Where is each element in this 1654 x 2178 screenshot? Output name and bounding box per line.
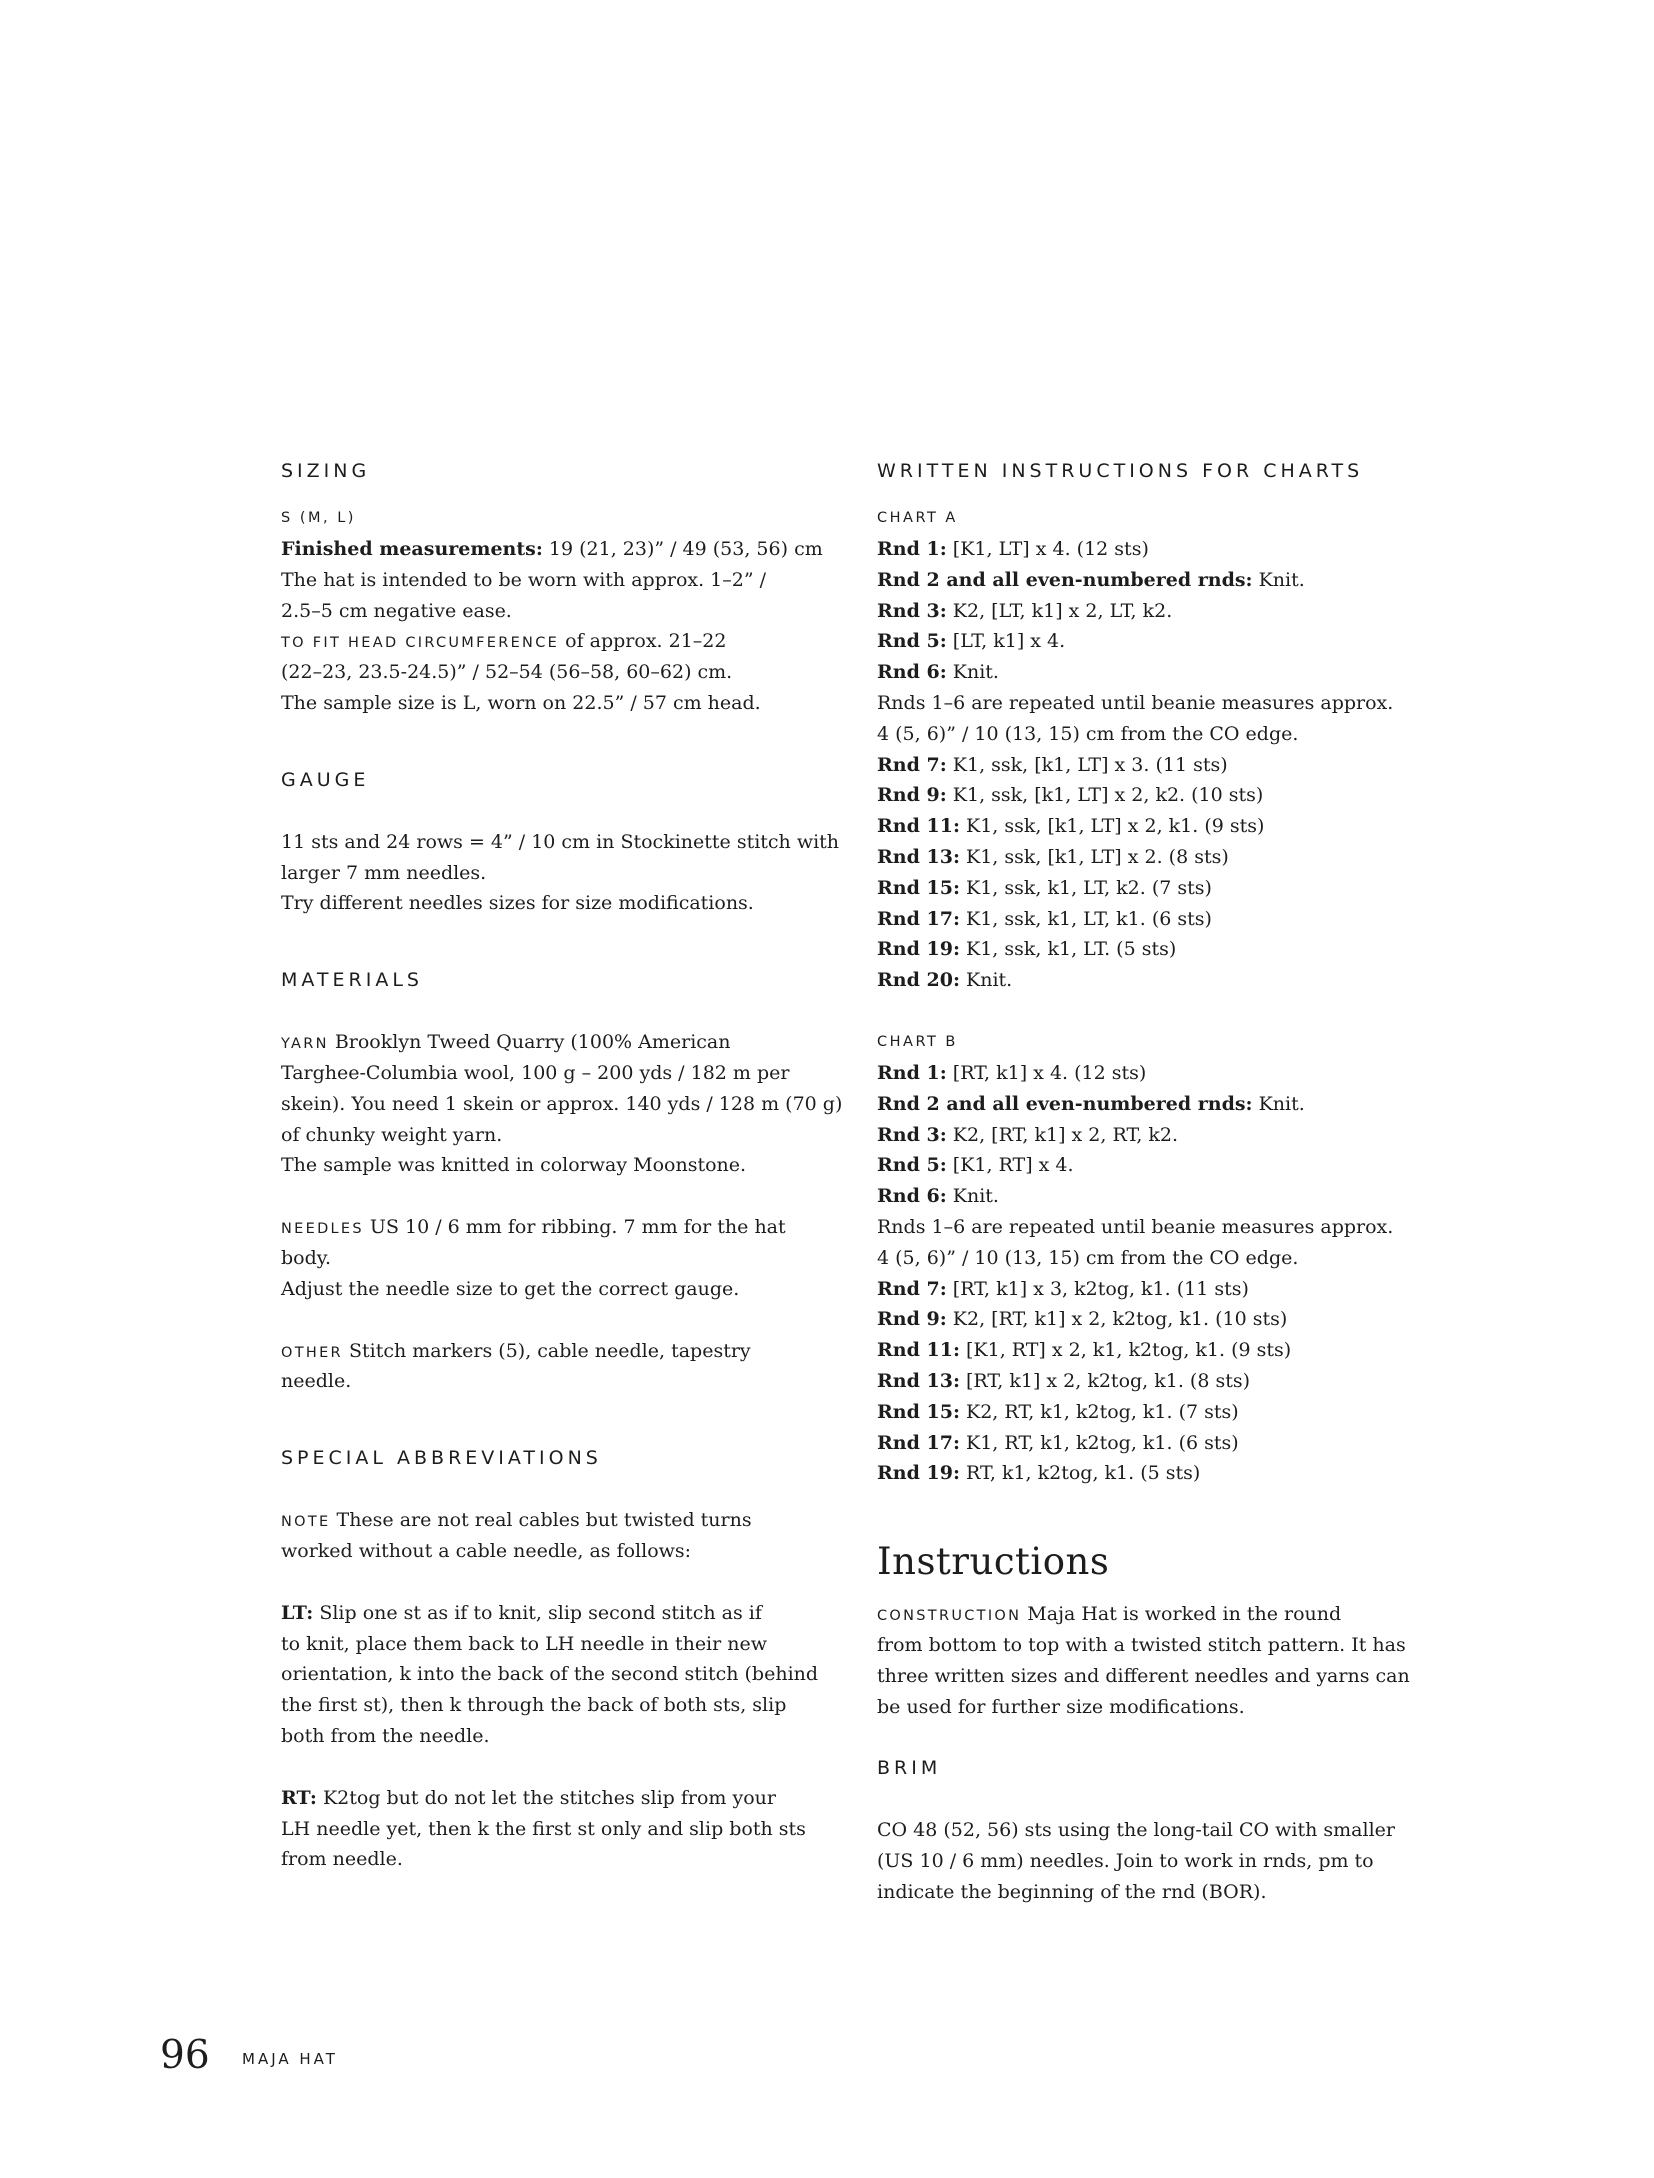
materials-heading: MATERIALS bbox=[281, 969, 423, 992]
note-text: These are not real cables but twisted turns bbox=[330, 1509, 752, 1532]
page-number: 96 bbox=[160, 2033, 210, 2078]
row-label: Rnd 5: bbox=[877, 1154, 947, 1177]
gauge-line-3: Try different needles sizes for size modifications. bbox=[281, 892, 754, 915]
chart-a-row bbox=[877, 873, 1437, 904]
chart-b-row bbox=[877, 1304, 1437, 1335]
row-text: K1, ssk, [k1, LT] x 2, k2. (10 sts) bbox=[946, 784, 1264, 807]
lt-text: Slip one st as if to knit, slip second stitch as if bbox=[313, 1601, 762, 1624]
rt-label: RT: bbox=[281, 1786, 317, 1809]
chart-b-rows bbox=[877, 1058, 1437, 1489]
chart-a-row bbox=[877, 750, 1437, 781]
construction-line-4: be used for further size modifications. bbox=[877, 1695, 1245, 1718]
row-text: K1, ssk, k1, LT, k2. (7 sts) bbox=[959, 876, 1212, 899]
chart-b-row bbox=[877, 1243, 1437, 1274]
row-label: Rnd 17: bbox=[877, 907, 960, 930]
chart-b-row bbox=[877, 1335, 1437, 1366]
chart-a-row bbox=[877, 596, 1437, 627]
gauge-line-2: larger 7 mm needles. bbox=[281, 861, 487, 884]
row-label: Rnd 7: bbox=[877, 753, 947, 776]
chart-a-row bbox=[877, 842, 1437, 873]
lt-line-5: both from the needle. bbox=[281, 1724, 490, 1747]
row-label: Rnd 19: bbox=[877, 938, 960, 961]
chart-b-row bbox=[877, 1274, 1437, 1305]
yarn-line-5: The sample was knitted in colorway Moonstone. bbox=[281, 1154, 747, 1177]
chart-b-title: CHART B bbox=[877, 1033, 958, 1050]
row-text: [K1, LT] x 4. (12 sts) bbox=[946, 538, 1149, 560]
chart-b-row bbox=[877, 1089, 1437, 1120]
row-text: Rnds 1–6 are repeated until beanie measures approx. bbox=[877, 1215, 1394, 1238]
sample-size: The sample size is L, worn on 22.5” / 57 cm head. bbox=[281, 691, 761, 714]
chart-a-row bbox=[877, 565, 1437, 596]
rt-text: K2tog but do not let the stitches slip from your bbox=[316, 1786, 776, 1809]
row-text: RT, k1, k2tog, k1. (5 sts) bbox=[959, 1462, 1201, 1485]
chart-a-row bbox=[877, 934, 1437, 965]
row-text: K1, ssk, [k1, LT] x 2. (8 sts) bbox=[959, 845, 1229, 868]
fit-label: TO FIT HEAD CIRCUMFERENCE bbox=[281, 635, 560, 652]
chart-a-row bbox=[877, 811, 1437, 842]
abbreviations-heading: SPECIAL ABBREVIATIONS bbox=[281, 1447, 602, 1470]
row-text: [RT, k1] x 2, k2tog, k1. (8 sts) bbox=[959, 1369, 1251, 1392]
row-label: Rnd 17: bbox=[877, 1431, 960, 1454]
sizing-heading: SIZING bbox=[281, 460, 371, 482]
row-text: K1, ssk, [k1, LT] x 3. (11 sts) bbox=[946, 753, 1228, 776]
row-label: Rnd 19: bbox=[877, 1462, 960, 1485]
left-column bbox=[281, 456, 841, 1875]
row-label: Rnd 15: bbox=[877, 876, 960, 899]
row-label: Rnd 20: bbox=[877, 969, 960, 992]
lt-line-1 bbox=[281, 1598, 841, 1629]
row-label: Rnd 7: bbox=[877, 1277, 947, 1300]
row-text: Knit. bbox=[946, 661, 999, 684]
row-label: Rnd 9: bbox=[877, 784, 947, 807]
row-label: Rnd 5: bbox=[877, 630, 947, 653]
row-label: Rnd 3: bbox=[877, 1123, 947, 1146]
row-label: Rnd 1: bbox=[877, 538, 947, 560]
row-text: K1, ssk, k1, LT. (5 sts) bbox=[959, 938, 1177, 961]
row-text: [RT, k1] x 3, k2tog, k1. (11 sts) bbox=[946, 1277, 1249, 1300]
written-instructions-heading: WRITTEN INSTRUCTIONS FOR CHARTS bbox=[877, 460, 1364, 482]
row-text: [K1, RT] x 4. bbox=[946, 1154, 1074, 1177]
right-column bbox=[877, 456, 1437, 1908]
yarn-label: YARN bbox=[281, 1036, 329, 1053]
row-text: 4 (5, 6)” / 10 (13, 15) cm from the CO edge. bbox=[877, 722, 1299, 745]
chart-a-row bbox=[877, 965, 1437, 996]
chart-b-row bbox=[877, 1458, 1437, 1489]
rt-line-2: LH needle yet, then k the first st only and slip both sts bbox=[281, 1817, 806, 1840]
row-label: Rnd 9: bbox=[877, 1308, 947, 1331]
chart-b-row bbox=[877, 1181, 1437, 1212]
yarn-line-4: of chunky weight yarn. bbox=[281, 1123, 503, 1146]
construction-text: Maja Hat is worked in the round bbox=[1021, 1603, 1342, 1626]
note-line-2: worked without a cable needle, as follows: bbox=[281, 1539, 692, 1562]
chart-b-row bbox=[877, 1212, 1437, 1243]
fit-line bbox=[281, 626, 841, 657]
chart-a-row bbox=[877, 719, 1437, 750]
row-text: [RT, k1] x 4. (12 sts) bbox=[946, 1061, 1147, 1084]
row-text: Knit. bbox=[1252, 1092, 1305, 1115]
chart-a-row bbox=[877, 534, 1437, 565]
yarn-line-3: skein). You need 1 skein or approx. 140 yds / 128 m (70 g) bbox=[281, 1092, 843, 1115]
brim-heading: BRIM bbox=[877, 1757, 942, 1780]
row-text: [K1, RT] x 2, k1, k2tog, k1. (9 sts) bbox=[959, 1339, 1292, 1362]
chart-a-row bbox=[877, 657, 1437, 688]
fit-line-2: (22–23, 23.5-24.5)” / 52–54 (56–58, 60–62) cm. bbox=[281, 661, 733, 684]
yarn-text: Brooklyn Tweed Quarry (100% American bbox=[328, 1031, 731, 1054]
row-text: Rnds 1–6 are repeated until beanie measures approx. bbox=[877, 691, 1394, 714]
needles-text: US 10 / 6 mm for ribbing. 7 mm for the hat bbox=[363, 1216, 786, 1239]
chart-b-row bbox=[877, 1366, 1437, 1397]
needles-line-1 bbox=[281, 1212, 841, 1243]
ease-line-2: 2.5–5 cm negative ease. bbox=[281, 599, 512, 622]
yarn-line-1 bbox=[281, 1027, 841, 1058]
lt-label: LT: bbox=[281, 1601, 314, 1624]
chart-b-row bbox=[877, 1428, 1437, 1459]
chart-b-row bbox=[877, 1058, 1437, 1089]
note-label: NOTE bbox=[281, 1514, 331, 1531]
chart-a-row bbox=[877, 688, 1437, 719]
construction-line-1 bbox=[877, 1599, 1437, 1630]
gauge-heading: GAUGE bbox=[281, 768, 370, 791]
row-text: K1, ssk, [k1, LT] x 2, k1. (9 sts) bbox=[959, 815, 1265, 838]
chart-b-row bbox=[877, 1150, 1437, 1181]
chart-a-row bbox=[877, 626, 1437, 657]
row-text: K1, ssk, k1, LT, k1. (6 sts) bbox=[959, 907, 1212, 930]
row-text: Knit. bbox=[1252, 568, 1305, 591]
row-label: Rnd 11: bbox=[877, 815, 960, 838]
lt-line-3: orientation, k into the back of the second stitch (behind bbox=[281, 1663, 819, 1686]
row-text: Knit. bbox=[946, 1185, 999, 1208]
row-text: K2, [RT, k1] x 2, RT, k2. bbox=[946, 1123, 1179, 1146]
chart-b-row bbox=[877, 1397, 1437, 1428]
finished-measurements bbox=[281, 534, 841, 565]
row-label: Rnd 15: bbox=[877, 1400, 960, 1423]
brim-line-3: indicate the beginning of the rnd (BOR). bbox=[877, 1880, 1267, 1903]
other-line-1 bbox=[281, 1336, 841, 1367]
row-text: K2, [LT, k1] x 2, LT, k2. bbox=[946, 599, 1173, 622]
lt-line-4: the first st), then k through the back of both sts, slip bbox=[281, 1694, 787, 1717]
fit-value-1: of approx. 21–22 bbox=[559, 630, 727, 653]
rt-line-3: from needle. bbox=[281, 1848, 403, 1871]
sizes-label: S (M, L) bbox=[281, 510, 356, 526]
other-text: Stitch markers (5), cable needle, tapestry bbox=[342, 1339, 751, 1362]
chart-a-title: CHART A bbox=[877, 510, 958, 526]
chart-a-rows bbox=[877, 534, 1437, 996]
ease-line-1: The hat is intended to be worn with approx. 1–2” / bbox=[281, 568, 767, 591]
needles-label: NEEDLES bbox=[281, 1221, 364, 1238]
row-text: K1, RT, k1, k2tog, k1. (6 sts) bbox=[959, 1431, 1239, 1454]
row-text: 4 (5, 6)” / 10 (13, 15) cm from the CO edge. bbox=[877, 1246, 1299, 1269]
lt-line-2: to knit, place them back to LH needle in their new bbox=[281, 1632, 768, 1655]
needles-line-3: Adjust the needle size to get the correct gauge. bbox=[281, 1277, 740, 1300]
row-label: Rnd 2 and all even-numbered rnds: bbox=[877, 1092, 1253, 1115]
needles-line-2: body. bbox=[281, 1246, 332, 1269]
row-label: Rnd 6: bbox=[877, 1185, 947, 1208]
row-text: K2, RT, k1, k2tog, k1. (7 sts) bbox=[959, 1400, 1239, 1423]
finished-label: Finished measurements: bbox=[281, 538, 543, 560]
row-label: Rnd 1: bbox=[877, 1061, 947, 1084]
chart-a-row bbox=[877, 780, 1437, 811]
row-text: Knit. bbox=[959, 969, 1013, 992]
row-text: [LT, k1] x 4. bbox=[946, 630, 1066, 653]
other-label: OTHER bbox=[281, 1344, 343, 1361]
chart-a-row bbox=[877, 904, 1437, 935]
construction-line-3: three written sizes and different needles and yarns can bbox=[877, 1664, 1410, 1687]
row-label: Rnd 13: bbox=[877, 1369, 960, 1392]
rt-line-1 bbox=[281, 1783, 841, 1814]
running-title: MAJA HAT bbox=[242, 2050, 338, 2068]
other-line-2: needle. bbox=[281, 1370, 352, 1393]
row-label: Rnd 11: bbox=[877, 1339, 960, 1362]
row-label: Rnd 2 and all even-numbered rnds: bbox=[877, 568, 1253, 591]
chart-b-row bbox=[877, 1120, 1437, 1151]
construction-line-2: from bottom to top with a twisted stitch pattern. It has bbox=[877, 1633, 1406, 1656]
note-line-1 bbox=[281, 1505, 841, 1536]
construction-label: CONSTRUCTION bbox=[877, 1608, 1022, 1625]
yarn-line-2: Targhee-Columbia wool, 100 g – 200 yds / 182 m per bbox=[281, 1061, 790, 1084]
instructions-heading: Instructions bbox=[877, 1540, 1110, 1584]
brim-line-1: CO 48 (52, 56) sts using the long-tail CO with smaller bbox=[877, 1819, 1395, 1842]
brim-line-2: (US 10 / 6 mm) needles. Join to work in rnds, pm to bbox=[877, 1850, 1374, 1873]
row-label: Rnd 13: bbox=[877, 845, 960, 868]
row-label: Rnd 3: bbox=[877, 599, 947, 622]
gauge-line-1: 11 sts and 24 rows = 4” / 10 cm in Stockinette stitch with bbox=[281, 830, 840, 853]
row-label: Rnd 6: bbox=[877, 661, 947, 684]
row-text: K2, [RT, k1] x 2, k2tog, k1. (10 sts) bbox=[946, 1308, 1288, 1331]
finished-value: 19 (21, 23)” / 49 (53, 56) cm bbox=[542, 538, 823, 560]
